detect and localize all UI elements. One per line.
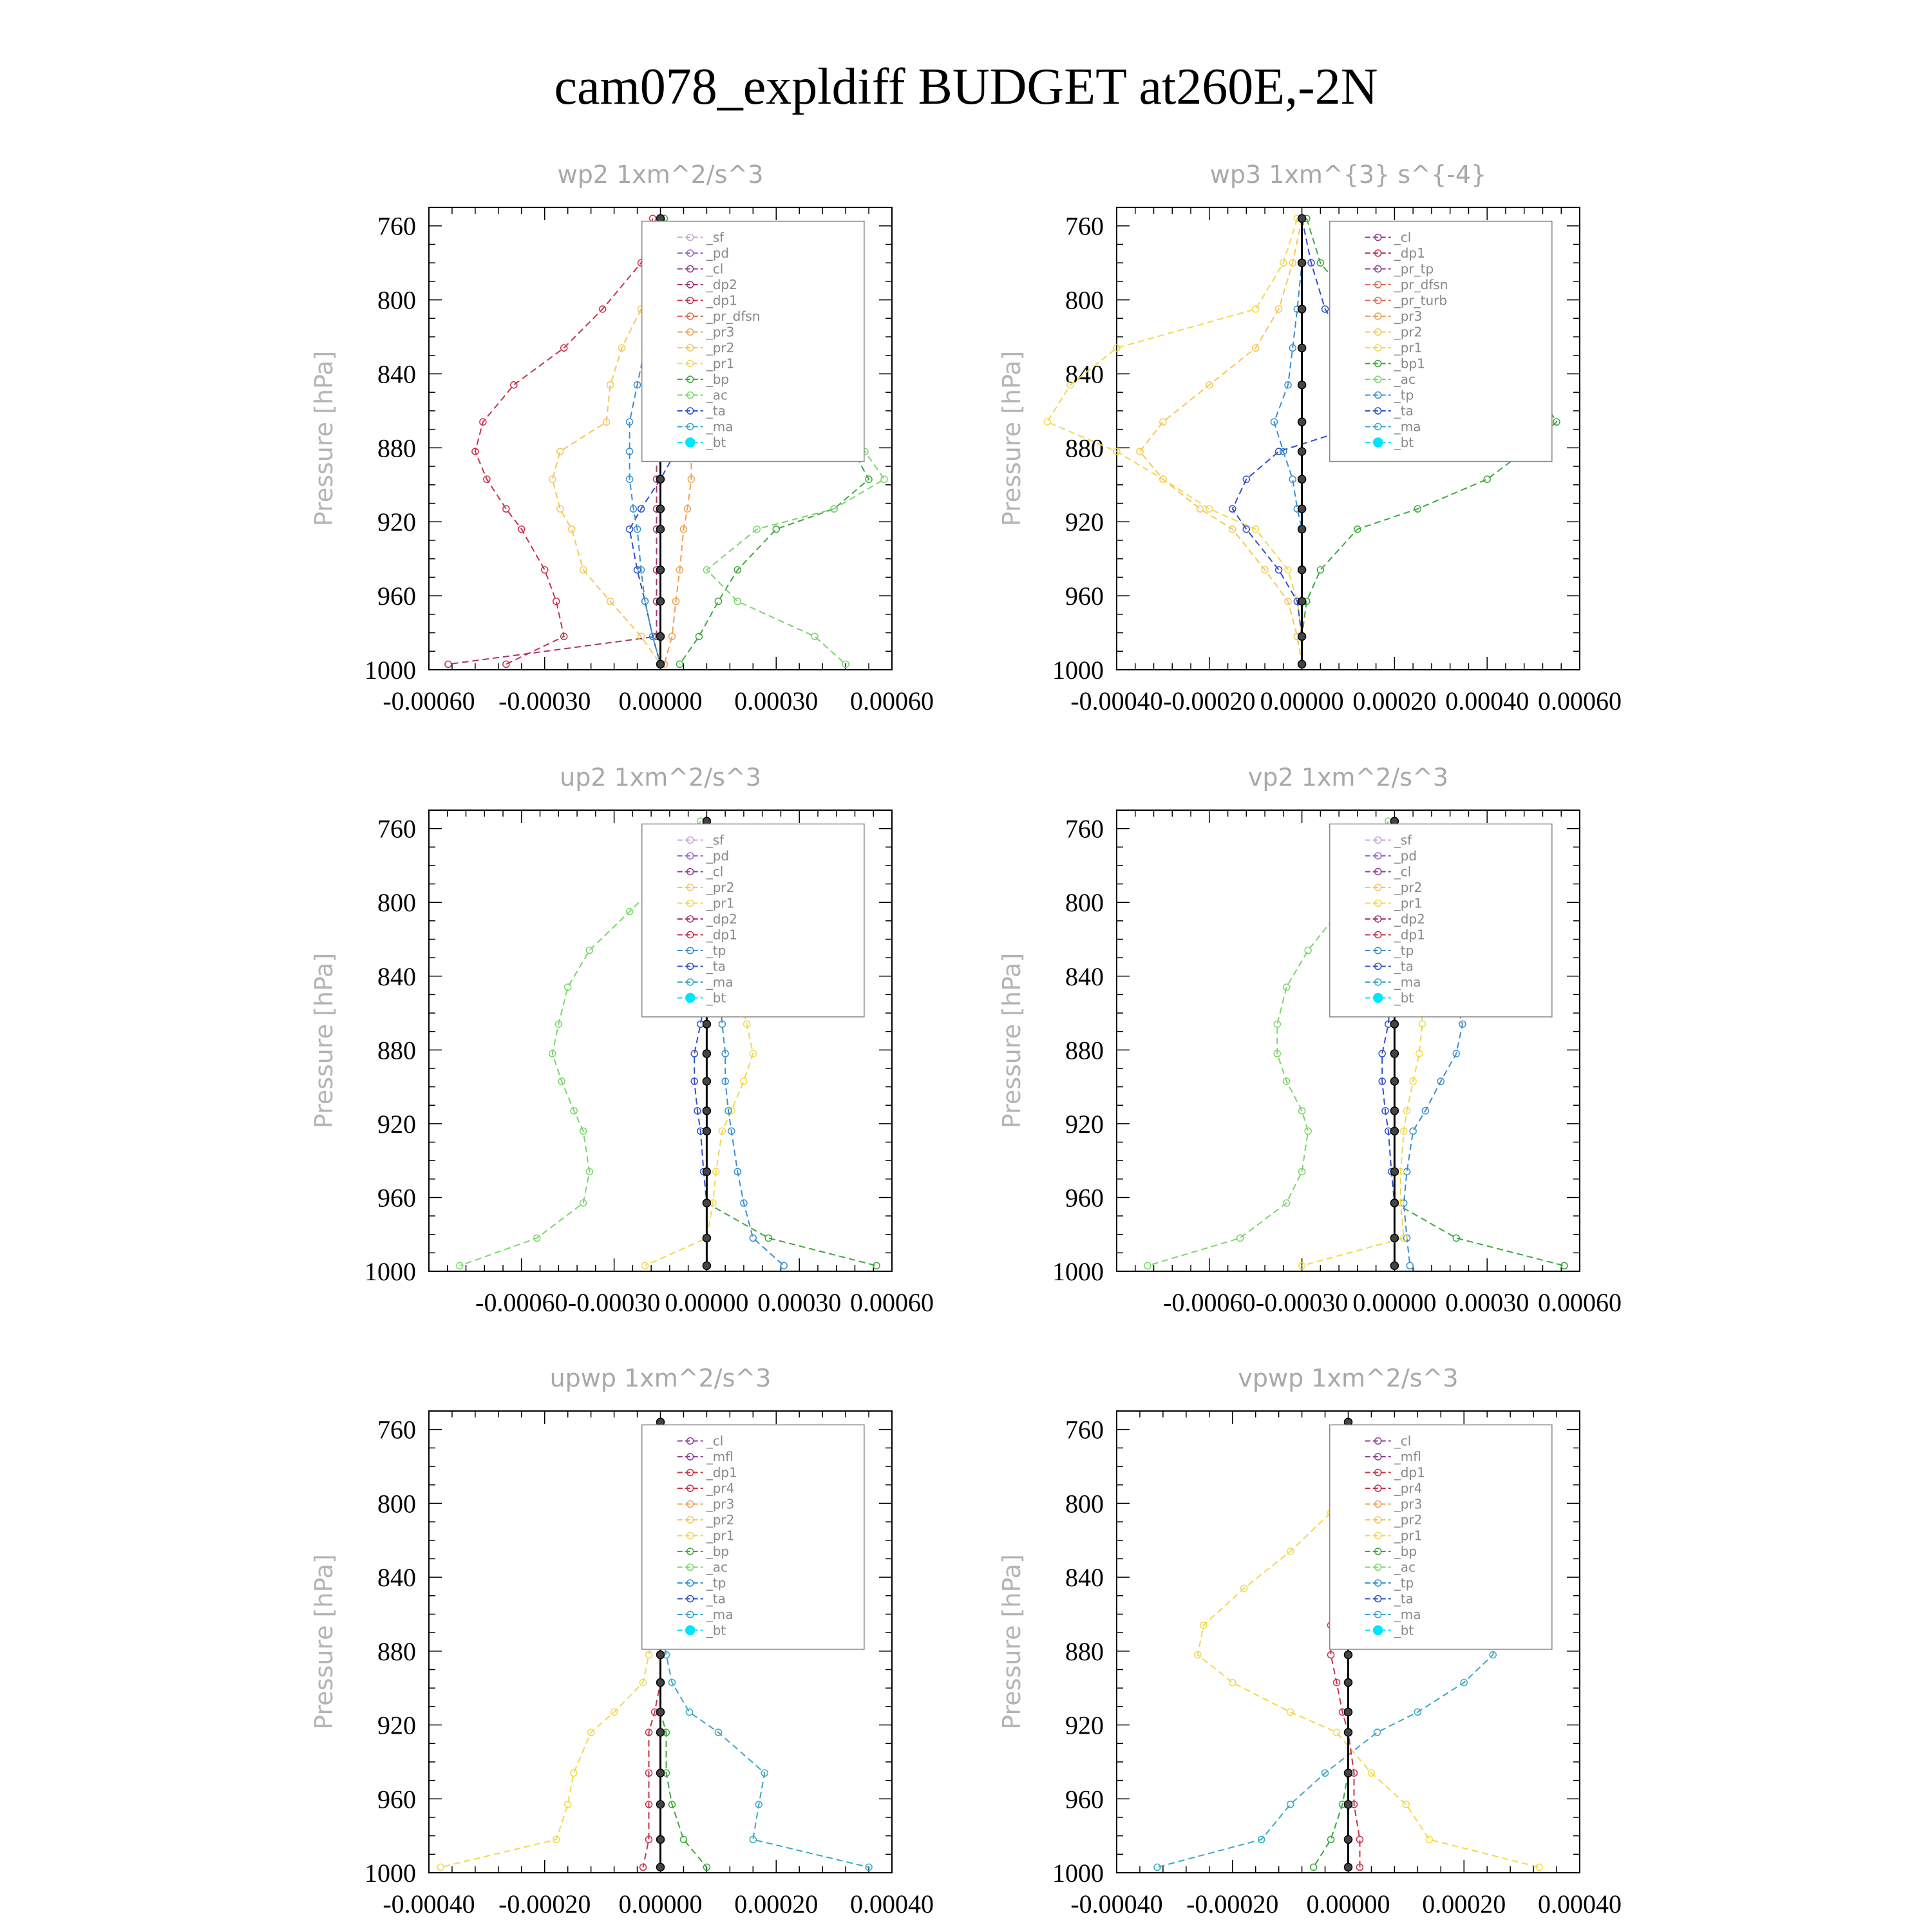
data-point: [571, 1770, 577, 1776]
data-point: [1328, 1836, 1334, 1842]
data-point: [1276, 567, 1282, 573]
legend-entry: _ta: [706, 403, 726, 419]
panel-2: [998, 160, 1622, 715]
data-point: [1044, 419, 1050, 425]
y-tick-label: 840: [377, 961, 416, 991]
y-tick-label: 880: [1065, 433, 1104, 463]
figure-title: cam078_expldiff BUDGET at260E,-2N: [554, 59, 1378, 115]
y-tick-label: 960: [1065, 582, 1104, 611]
data-point: [696, 633, 702, 639]
x-tick-label: 0.00030: [1445, 1288, 1530, 1317]
legend-entry: _ma: [1394, 974, 1421, 990]
data-point: [1298, 448, 1306, 455]
y-tick-label: 800: [1065, 285, 1104, 315]
data-point: [657, 1835, 665, 1843]
data-point: [1206, 506, 1213, 512]
y-axis-label: Pressure [hPa]: [310, 350, 338, 527]
x-tick-label: 0.00060: [850, 1288, 934, 1317]
legend-entry: _pr2: [706, 1512, 735, 1528]
legend-entry: _pr3: [1394, 308, 1423, 325]
y-tick-label: 800: [377, 1489, 416, 1519]
x-tick-label: 0.00020: [1352, 687, 1437, 715]
data-point: [1197, 506, 1203, 512]
y-tick-label: 1000: [365, 656, 416, 685]
legend-marker: [1374, 993, 1383, 1002]
data-point: [1345, 1801, 1352, 1808]
data-point: [1298, 526, 1306, 533]
data-point: [1426, 1836, 1432, 1842]
y-axis-label: Pressure [hPa]: [310, 1554, 338, 1730]
data-point: [1390, 1050, 1398, 1057]
y-tick-label: 880: [1065, 1036, 1104, 1065]
data-point: [1229, 1680, 1236, 1686]
y-tick-label: 1000: [365, 1859, 416, 1888]
data-point: [657, 598, 665, 605]
legend-entry: _pr4: [706, 1481, 735, 1497]
x-tick-label: 0.00040: [1445, 687, 1530, 715]
y-tick-label: 760: [377, 211, 416, 241]
legend-entry: _pr_dfsn: [706, 308, 761, 325]
x-tick-label: -0.00020: [1163, 687, 1256, 715]
data-point: [1298, 598, 1306, 605]
data-point: [1298, 475, 1306, 483]
data-point: [1298, 214, 1306, 222]
x-tick-label: -0.00040: [1070, 1889, 1163, 1918]
y-tick-label: 840: [1065, 1563, 1104, 1593]
legend-entry: _tp: [706, 1575, 726, 1591]
data-point: [657, 632, 665, 640]
data-point: [1345, 1651, 1352, 1659]
data-point: [1484, 476, 1490, 482]
data-point: [657, 526, 665, 533]
data-point: [1345, 1863, 1352, 1871]
x-tick-label: 0.00020: [1422, 1889, 1506, 1918]
data-point: [586, 947, 592, 954]
y-tick-label: 1000: [1052, 656, 1104, 685]
y-tick-label: 880: [377, 1036, 416, 1065]
data-point: [703, 1127, 710, 1135]
legend-entry: _dp2: [1394, 911, 1425, 927]
x-tick-label: 0.00040: [850, 1889, 934, 1918]
data-point: [503, 661, 509, 667]
legend-entry: _ta: [706, 958, 726, 974]
legend-entry: _ma: [706, 419, 734, 435]
data-point: [703, 1020, 710, 1028]
legend-entry: _pr1: [1394, 340, 1423, 356]
legend-marker: [1374, 438, 1383, 447]
legend-entry: _tp: [1394, 1575, 1414, 1591]
y-tick-label: 840: [1065, 961, 1104, 991]
data-point: [703, 1168, 710, 1175]
data-point: [680, 1836, 687, 1842]
y-tick-label: 920: [377, 507, 416, 537]
y-tick-label: 920: [1065, 1109, 1104, 1139]
x-tick-label: 0.00020: [734, 1889, 819, 1918]
legend-entry: _bp: [1394, 1544, 1417, 1560]
data-point: [503, 506, 509, 512]
panel-title: vpwp 1xm^2/s^3: [1238, 1364, 1459, 1392]
legend-entry: _cl: [706, 864, 724, 880]
legend-entry: _dp2: [706, 277, 737, 293]
y-tick-label: 800: [1065, 1489, 1104, 1519]
x-tick-label: 0.00000: [1352, 1288, 1437, 1317]
legend-entry: _bp1: [1394, 355, 1425, 372]
data-point: [1390, 1234, 1398, 1242]
legend-entry: _pd: [706, 245, 730, 261]
y-axis-label: Pressure [hPa]: [310, 952, 338, 1129]
legend-entry: _mfl: [1394, 1449, 1421, 1465]
legend-entry: _pr4: [1394, 1481, 1423, 1497]
legend-entry: _cl: [706, 1433, 724, 1449]
panel-5: [310, 1364, 934, 1918]
panel-title: vp2 1xm^2/s^3: [1247, 763, 1449, 791]
data-point: [657, 1651, 665, 1659]
y-tick-label: 960: [377, 1785, 416, 1814]
legend-entry: _ta: [1394, 958, 1414, 974]
legend-entry: _pd: [1394, 848, 1417, 864]
legend-box: [642, 222, 864, 462]
panel-title: up2 1xm^2/s^3: [560, 763, 761, 791]
data-point: [657, 1728, 665, 1736]
y-tick-label: 920: [1065, 1710, 1104, 1740]
y-tick-label: 800: [377, 888, 416, 918]
legend-entry: _pr3: [706, 1496, 735, 1512]
legend-entry: _pr1: [1394, 895, 1423, 911]
x-tick-label: -0.00040: [1070, 687, 1163, 715]
data-point: [657, 1801, 665, 1808]
legend-entry: _cl: [1394, 1433, 1412, 1449]
legend-entry: _bt: [1394, 435, 1414, 451]
legend-entry: _cl: [706, 261, 724, 277]
data-point: [1298, 566, 1306, 574]
legend-entry: _pr1: [706, 895, 735, 911]
data-point: [741, 1078, 747, 1084]
y-tick-label: 760: [1065, 814, 1104, 844]
data-point: [657, 1708, 665, 1716]
x-tick-label: -0.00020: [1186, 1889, 1279, 1918]
legend-entry: _pr2: [706, 340, 735, 356]
legend-entry: _bt: [706, 990, 726, 1006]
legend-entry: _ac: [706, 387, 728, 403]
y-tick-label: 880: [1065, 1636, 1104, 1666]
data-point: [657, 1679, 665, 1687]
legend-entry: _pr1: [1394, 1528, 1423, 1544]
x-tick-label: 0.00000: [618, 687, 703, 715]
legend-entry: _pr1: [706, 1528, 735, 1544]
y-axis-label: Pressure [hPa]: [998, 952, 1026, 1129]
legend-entry: _sf: [706, 229, 724, 245]
data-point: [881, 476, 887, 482]
legend-entry: _dp1: [706, 1464, 737, 1481]
legend-entry: _pr_dfsn: [1394, 277, 1448, 293]
data-point: [703, 1262, 710, 1269]
data-point: [1345, 1728, 1352, 1736]
data-point: [1298, 505, 1306, 513]
legend-entry: _dp2: [706, 911, 737, 927]
y-tick-label: 880: [377, 433, 416, 463]
series-line: [1274, 218, 1302, 664]
y-tick-label: 840: [1065, 359, 1104, 389]
x-tick-label: -0.00030: [567, 1288, 661, 1317]
legend-entry: _pr2: [706, 879, 735, 895]
x-tick-label: -0.00060: [383, 687, 475, 715]
legend-entry: _pd: [706, 848, 730, 864]
data-point: [703, 1077, 710, 1085]
y-tick-label: 1000: [1052, 1257, 1104, 1286]
legend-entry: _bt: [706, 435, 726, 451]
x-tick-label: 0.00000: [1260, 687, 1344, 715]
data-point: [657, 505, 665, 513]
panel-4: [998, 763, 1622, 1317]
y-tick-label: 840: [377, 359, 416, 389]
series-line: [475, 218, 653, 664]
data-point: [734, 598, 741, 605]
data-point: [445, 661, 451, 667]
legend-entry: _bp: [706, 372, 730, 388]
data-point: [811, 633, 818, 639]
x-tick-label: 0.00060: [1538, 687, 1622, 715]
legend-entry: _ma: [706, 1607, 734, 1623]
legend-marker: [1374, 1626, 1383, 1635]
data-point: [1390, 1077, 1398, 1085]
y-tick-label: 760: [1065, 1415, 1104, 1444]
legend-entry: _ma: [1394, 419, 1421, 435]
legend-entry: _sf: [1394, 832, 1412, 848]
legend-marker: [686, 1626, 695, 1635]
legend-entry: _dp1: [706, 927, 737, 943]
y-tick-label: 760: [1065, 211, 1104, 241]
data-point: [1390, 1262, 1398, 1269]
y-axis-label: Pressure [hPa]: [998, 350, 1026, 527]
panel-6: [998, 1364, 1622, 1918]
legend-entry: _pr3: [706, 324, 735, 340]
y-tick-label: 920: [377, 1109, 416, 1139]
x-tick-label: -0.00060: [1163, 1288, 1256, 1317]
legend-entry: _bt: [706, 1622, 726, 1638]
y-tick-label: 1000: [1052, 1859, 1104, 1888]
x-tick-label: 0.00000: [1306, 1889, 1390, 1918]
data-point: [703, 1050, 710, 1057]
legend-entry: _pr2: [1394, 324, 1423, 340]
data-point: [657, 1863, 665, 1871]
y-tick-label: 880: [377, 1636, 416, 1666]
data-point: [1345, 1708, 1352, 1716]
data-point: [542, 567, 548, 573]
legend-entry: _pr3: [1394, 1496, 1423, 1512]
data-point: [781, 1262, 787, 1269]
y-tick-label: 960: [377, 582, 416, 611]
data-point: [1311, 1864, 1317, 1870]
legend-marker: [686, 438, 695, 447]
data-point: [657, 660, 665, 668]
legend-entry: _ac: [706, 1559, 728, 1575]
data-point: [1390, 1020, 1398, 1028]
y-tick-label: 960: [1065, 1785, 1104, 1814]
legend-box: [642, 824, 864, 1017]
data-point: [1374, 1729, 1380, 1736]
legend-entry: _dp1: [1394, 1464, 1425, 1481]
y-tick-label: 840: [377, 1563, 416, 1593]
series-line: [1140, 218, 1302, 664]
data-point: [1390, 1168, 1398, 1175]
legend-entry: _tp: [1394, 942, 1414, 958]
legend-entry: _ac: [1394, 1559, 1416, 1575]
data-point: [657, 475, 665, 483]
legend-entry: _ta: [706, 1591, 726, 1607]
y-tick-label: 920: [1065, 507, 1104, 537]
x-tick-label: 0.00030: [757, 1288, 842, 1317]
x-tick-label: 0.00000: [618, 1889, 703, 1918]
data-point: [703, 1234, 710, 1242]
legend-entry: _bt: [1394, 1622, 1414, 1638]
x-tick-label: 0.00000: [665, 1288, 749, 1317]
legend-entry: _dp1: [1394, 245, 1425, 261]
legend-box: [1330, 824, 1552, 1017]
x-tick-label: -0.00040: [383, 1889, 475, 1918]
data-point: [1334, 1729, 1340, 1736]
legend-marker: [686, 993, 695, 1002]
data-point: [1298, 305, 1306, 313]
legend-entry: _bp: [706, 1544, 730, 1560]
y-tick-label: 1000: [365, 1257, 416, 1286]
legend-entry: _pr_turb: [1394, 292, 1448, 308]
data-point: [1390, 1127, 1398, 1135]
y-axis-label: Pressure [hPa]: [998, 1554, 1026, 1730]
x-tick-label: -0.00020: [498, 1889, 591, 1918]
legend-entry: _tp: [1394, 387, 1414, 403]
legend-entry: _cl: [1394, 229, 1412, 245]
data-point: [437, 1864, 444, 1870]
x-tick-label: -0.00030: [498, 687, 591, 715]
x-tick-label: -0.00030: [1255, 1288, 1349, 1317]
data-point: [686, 1709, 692, 1715]
data-point: [1406, 1262, 1413, 1269]
data-point: [1298, 381, 1306, 389]
legend-entry: _ta: [1394, 403, 1414, 419]
data-point: [1345, 1769, 1352, 1777]
x-tick-label: 0.00060: [850, 687, 934, 715]
legend-entry: _dp1: [706, 292, 737, 308]
data-point: [657, 1769, 665, 1777]
legend-entry: _pr2: [1394, 879, 1423, 895]
data-point: [676, 661, 683, 667]
data-point: [627, 526, 633, 533]
data-point: [1298, 418, 1306, 426]
x-tick-label: 0.00060: [1538, 1288, 1622, 1317]
data-point: [1287, 1801, 1294, 1808]
data-point: [1137, 448, 1143, 455]
legend-box: [1330, 222, 1552, 462]
legend-entry: _ma: [706, 974, 734, 990]
legend-entry: _sf: [706, 832, 724, 848]
x-tick-label: 0.00040: [1538, 1889, 1622, 1918]
data-point: [773, 526, 779, 533]
legend-entry: _bt: [1394, 990, 1414, 1006]
data-point: [715, 598, 721, 605]
data-point: [1410, 1128, 1416, 1134]
legend-box: [642, 1425, 864, 1650]
panel-title: wp2 1xm^2/s^3: [557, 160, 764, 189]
panel-3: [310, 763, 934, 1317]
data-point: [1253, 306, 1259, 312]
data-point: [511, 382, 517, 388]
legend-entry: _pr2: [1394, 1512, 1423, 1528]
data-point: [1390, 1107, 1398, 1115]
legend-entry: _mfl: [706, 1449, 734, 1465]
legend-entry: _ta: [1394, 1591, 1414, 1607]
y-tick-label: 760: [377, 814, 416, 844]
data-point: [657, 566, 665, 574]
legend-entry: _tp: [706, 942, 726, 958]
y-tick-label: 960: [377, 1183, 416, 1213]
x-tick-label: -0.00060: [475, 1288, 568, 1317]
data-point: [703, 1107, 710, 1115]
legend-entry: _ac: [1394, 372, 1416, 388]
series-line: [440, 1422, 661, 1867]
data-point: [1298, 344, 1306, 352]
legend-entry: _pr1: [706, 355, 735, 372]
legend-entry: _pr_tp: [1394, 261, 1434, 277]
panel-title: upwp 1xm^2/s^3: [549, 1364, 772, 1392]
legend-box: [1330, 1425, 1552, 1650]
data-point: [703, 1199, 710, 1207]
data-point: [1345, 1679, 1352, 1687]
data-point: [1160, 419, 1166, 425]
x-tick-label: 0.00030: [734, 687, 819, 715]
data-point: [1390, 1199, 1398, 1207]
panel-1: [310, 160, 934, 715]
panel-title: wp3 1xm^{3} s^{-4}: [1209, 160, 1487, 189]
data-point: [1298, 660, 1306, 668]
legend-entry: _dp1: [1394, 927, 1425, 943]
y-tick-label: 760: [377, 1415, 416, 1444]
y-tick-label: 800: [1065, 888, 1104, 918]
data-point: [1305, 947, 1311, 954]
data-point: [1298, 632, 1306, 640]
data-point: [1298, 259, 1306, 267]
legend-entry: _ma: [1394, 1607, 1421, 1623]
data-point: [1237, 1235, 1244, 1241]
data-point: [1345, 1835, 1352, 1843]
y-tick-label: 800: [377, 285, 416, 315]
data-point: [1403, 1801, 1409, 1808]
data-point: [1317, 567, 1323, 573]
y-tick-label: 960: [1065, 1183, 1104, 1213]
legend-entry: _cl: [1394, 864, 1412, 880]
y-tick-label: 920: [377, 1710, 416, 1740]
